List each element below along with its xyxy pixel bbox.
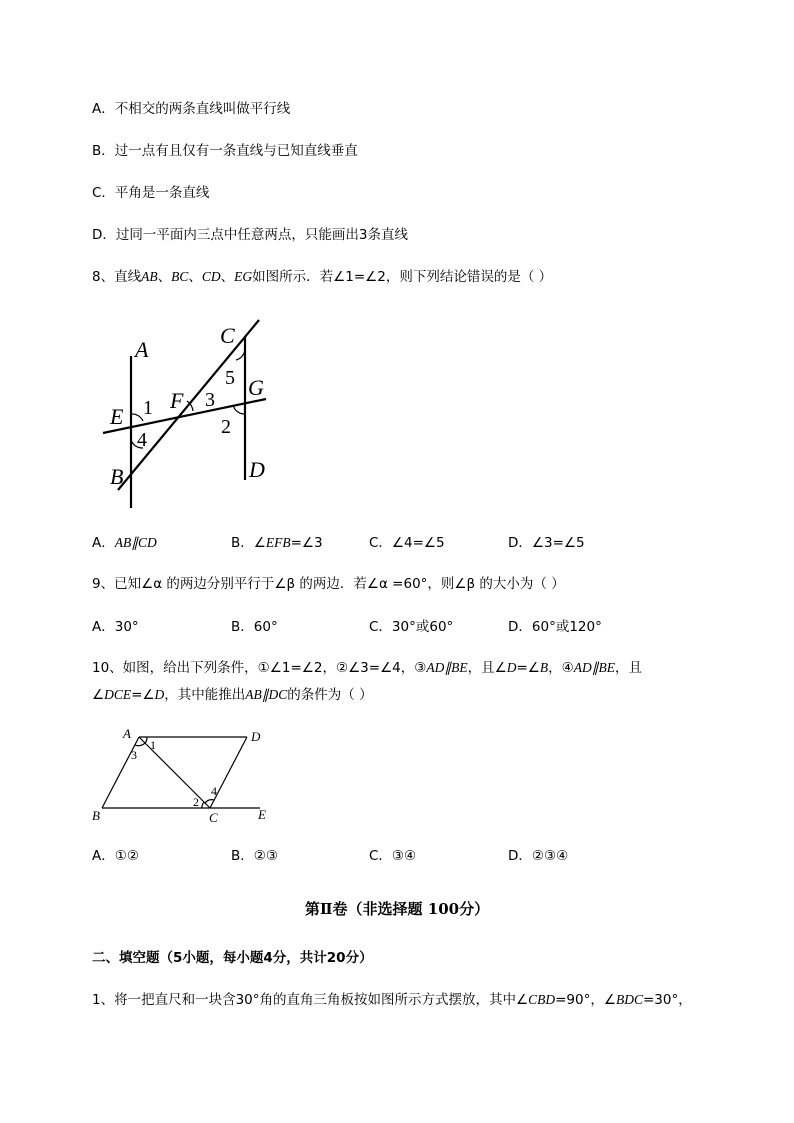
label-angle-2: 2 (193, 795, 199, 809)
angle-1-arc (145, 737, 147, 743)
q7-option-c: C．平角是一条直线 (92, 185, 210, 201)
label-b: B (92, 808, 100, 823)
label-angle-3: 3 (205, 389, 215, 411)
label-angle-4: 4 (137, 429, 147, 451)
label-angle-1: 1 (143, 397, 153, 419)
q8-option-c: C．∠4=∠5 (369, 535, 445, 551)
section2-heading: 二、填空题（5小题，每小题4分，共计20分） (92, 950, 373, 966)
label-angle-5: 5 (225, 367, 235, 389)
line-eg (103, 399, 266, 433)
q7-option-b: B．过一点有且仅有一条直线与已知直线垂直 (92, 143, 358, 159)
q8-figure (95, 310, 285, 520)
label-g: G (248, 375, 264, 400)
q10-figure (88, 722, 278, 827)
label-f: F (170, 388, 184, 413)
q9-option-b: B．60° (231, 619, 278, 635)
label-angle-3: 3 (131, 748, 137, 762)
q10-stem-line2: ∠DCE=∠D，其中能推出AB∥DC的条件为（ ） (92, 687, 373, 703)
fill-question-1: 1、将一把直尺和一块含30°角的直角三角板按如图所示方式摆放，其中∠CBD=90°，∠BDC=30°， (92, 992, 692, 1008)
q9-stem: 9、已知∠α 的两边分别平行于∠β 的两边．若∠α =60°，则∠β 的大小为（ ） (92, 576, 565, 592)
q9-option-a: A．30° (92, 619, 139, 635)
label-a: A (123, 726, 131, 741)
q7-option-a: A．不相交的两条直线叫做平行线 (92, 101, 291, 117)
q10-stem-line1: 10、如图，给出下列条件，①∠1=∠2，②∠3=∠4，③AD∥BE，且∠D=∠B，④AD∥BE，且 (92, 660, 643, 676)
label-a: A (135, 337, 149, 362)
q10-option-d: D．②③④ (508, 848, 569, 864)
label-c: C (220, 323, 235, 348)
q10-option-c: C．③④ (369, 848, 417, 864)
part2-title: 第Ⅱ卷（非选择题 100分） (304, 900, 490, 918)
angle-3-arc (135, 743, 145, 746)
label-e: E (110, 404, 124, 429)
q8-option-b: B．∠EFB=∠3 (231, 535, 323, 551)
label-d: D (251, 729, 261, 744)
q9-option-c: C．30°或60° (369, 619, 454, 635)
label-d: D (249, 457, 265, 482)
label-angle-2: 2 (221, 416, 231, 438)
q8-stem: 8、直线AB、BC、CD、EG如图所示．若∠1=∠2，则下列结论错误的是（ ） (92, 269, 553, 285)
angle-5-arc (236, 349, 245, 360)
label-b: B (110, 464, 124, 489)
q8-option-a: A．AB∥CD (92, 535, 157, 551)
q10-option-b: B．②③ (231, 848, 278, 864)
angle-2-arc (202, 802, 204, 808)
q10-option-a: A．①② (92, 848, 139, 864)
label-angle-4: 4 (211, 784, 217, 798)
q7-option-d: D．过同一平面内三点中任意两点，只能画出3条直线 (92, 227, 408, 243)
q9-option-d: D．60°或120° (508, 619, 602, 635)
angle-1-arc (131, 414, 143, 421)
label-c: C (209, 810, 218, 825)
q8-option-d: D．∠3=∠5 (508, 535, 585, 551)
label-angle-1: 1 (150, 738, 156, 752)
label-e: E (258, 807, 266, 822)
